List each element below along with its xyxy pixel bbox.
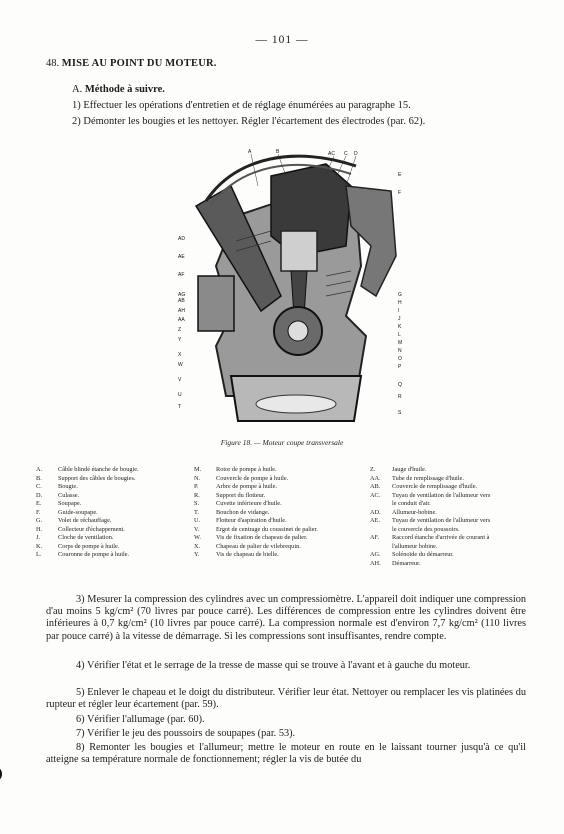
legend-key: AH. xyxy=(370,559,381,567)
legend-key: T. xyxy=(194,508,199,516)
legend-key: A. xyxy=(36,466,43,473)
legend-text: Volet de réchauffage. xyxy=(58,517,112,524)
legend-text: Démarreur. xyxy=(392,559,421,567)
svg-text:Z: Z xyxy=(178,327,182,333)
legend-key xyxy=(370,500,392,509)
legend-key: X. xyxy=(194,542,201,550)
svg-text:D: D xyxy=(354,151,358,157)
legend-item xyxy=(36,526,194,535)
svg-text:X: X xyxy=(178,352,182,358)
legend-item xyxy=(194,534,370,543)
step-2: 2) Démonter les bougies et les nettoyer. Régler l'écartement des électrodes (par. 62). xyxy=(72,116,426,127)
subsection-letter: A. xyxy=(72,84,83,95)
svg-text:U: U xyxy=(178,392,182,398)
legend-key: B. xyxy=(36,474,42,482)
legend-item xyxy=(370,534,536,543)
page-number: — 101 — xyxy=(255,34,309,46)
figure-caption: Figure 18. — Moteur coupe transversale xyxy=(220,438,344,447)
svg-text:R: R xyxy=(398,394,402,400)
legend-text: Couvercle de remplissage d'huile. xyxy=(392,483,478,490)
legend-key: J. xyxy=(36,534,41,541)
legend-key: AC. xyxy=(370,491,381,499)
svg-text:AH: AH xyxy=(178,308,185,314)
legend-item xyxy=(370,466,536,475)
legend-column-3 xyxy=(370,466,536,568)
legend-key: AF. xyxy=(370,534,380,541)
svg-text:AA: AA xyxy=(178,317,185,323)
legend-key: D. xyxy=(36,491,43,499)
legend-key: Y. xyxy=(194,551,200,558)
callouts-left xyxy=(178,236,185,410)
legend-item xyxy=(36,483,194,492)
legend-text: Collecteur d'échappement. xyxy=(58,525,125,533)
svg-text:E: E xyxy=(398,172,402,178)
legend-item xyxy=(370,526,536,535)
section-title: MISE AU POINT DU MOTEUR. xyxy=(61,58,217,69)
legend-key: P. xyxy=(194,483,199,490)
legend-item xyxy=(370,551,536,560)
paragraph-5: 5) Enlever le chapeau et le doigt du distributeur. Vérifier leur état. Nettoyer ou remplacer les vis platinées du rupteur et régler leur écartement (par. 59). xyxy=(46,687,526,711)
legend-item xyxy=(370,483,536,492)
svg-text:Q: Q xyxy=(398,382,402,388)
legend-text: Rotor de pompe à huile. xyxy=(216,466,277,473)
legend-item xyxy=(194,509,370,518)
legend-text: Raccord étanche d'arrivée de courant à xyxy=(392,534,490,541)
legend-item xyxy=(194,466,370,475)
legend-text: Tuyau de ventilation de l'allumeur vers xyxy=(392,517,491,524)
legend-item xyxy=(194,551,370,560)
legend-text: Bouchon de vidange. xyxy=(216,508,270,516)
legend-item xyxy=(36,492,194,501)
legend-key: M. xyxy=(194,466,202,473)
svg-text:AF: AF xyxy=(178,272,185,278)
legend-item xyxy=(36,534,194,543)
paragraph-8: 8) Remonter les bougies et l'allumeur; mettre le moteur en route en le laissant tourner jusqu'à ce qu'il atteigne sa température normale de fonctionnement; régler la vis de butée du xyxy=(46,742,526,766)
legend-item xyxy=(194,475,370,484)
section-number: 48. xyxy=(46,58,60,69)
section-heading xyxy=(46,58,217,69)
legend-item xyxy=(370,543,536,552)
legend-key: AB. xyxy=(370,483,381,490)
svg-text:W: W xyxy=(178,362,183,368)
legend-key: S. xyxy=(194,500,200,507)
svg-text:AG: AG xyxy=(178,292,186,298)
legend-item xyxy=(194,543,370,552)
legend-key: U. xyxy=(194,517,201,524)
legend-text: Flotteur d'aspiration d'huile. xyxy=(216,517,287,524)
legend-key: G. xyxy=(36,517,43,524)
legend-text: l'allumeur bobine. xyxy=(392,542,438,550)
svg-text:I: I xyxy=(398,308,400,314)
svg-text:H: H xyxy=(398,300,402,306)
svg-text:C: C xyxy=(344,151,348,157)
callouts-right xyxy=(398,172,402,416)
legend-item xyxy=(194,483,370,492)
legend-column-2 xyxy=(194,466,370,560)
legend-key: AG. xyxy=(370,551,381,558)
svg-text:K: K xyxy=(398,324,402,330)
svg-text:AD: AD xyxy=(178,236,185,242)
legend-key: R. xyxy=(194,491,200,499)
legend-key: AD. xyxy=(370,508,381,516)
svg-text:G: G xyxy=(398,292,402,298)
svg-text:N: N xyxy=(398,348,402,354)
legend-text: Jauge d'huile. xyxy=(392,466,427,473)
legend-text: Câble blindé étanche de bougie. xyxy=(58,466,139,473)
legend-key: E. xyxy=(36,500,42,507)
legend-text: Culasse. xyxy=(58,491,80,499)
legend-text: Tuyau de ventilation de l'allumeur vers xyxy=(392,491,491,499)
svg-text:AC: AC xyxy=(328,151,335,157)
legend-key: AA. xyxy=(370,474,381,482)
legend-key: V. xyxy=(194,525,200,533)
legend-text: Arbre de pompe à huile. xyxy=(216,483,278,490)
paragraph-4: 4) Vérifier l'état et le serrage de la tresse de masse qui se trouve à l'avant et à gauche du moteur. xyxy=(76,660,471,671)
svg-text:Y: Y xyxy=(178,337,182,343)
legend-text: Tube de remplissage d'huile. xyxy=(392,474,464,482)
legend-text: le couvercle des poussoirs. xyxy=(392,525,460,533)
legend-item xyxy=(370,475,536,484)
legend-text: Corps de pompe à huile. xyxy=(58,542,120,550)
svg-text:F: F xyxy=(398,190,402,196)
legend-key: C. xyxy=(36,483,42,490)
paragraph-7: 7) Vérifier le jeu des poussoirs de soupapes (par. 53). xyxy=(76,728,296,739)
legend-text: Soupape. xyxy=(58,500,82,507)
legend-item xyxy=(36,551,194,560)
legend-item xyxy=(36,517,194,526)
legend-text: Chapeau de palier de vilebrequin. xyxy=(216,542,301,550)
legend-text: Solénoïde du démarreur. xyxy=(392,551,454,558)
legend-item xyxy=(36,475,194,484)
legend-text: Support du flotteur. xyxy=(216,491,266,499)
legend-text: le conduit d'air. xyxy=(392,500,431,507)
subsection-title: Méthode à suivre. xyxy=(84,84,165,95)
legend-text: Couronne de pompe à huile. xyxy=(58,551,130,558)
legend-item xyxy=(194,517,370,526)
subsection-heading xyxy=(72,84,165,95)
legend-key: Z. xyxy=(370,466,376,473)
legend-item xyxy=(194,526,370,535)
svg-text:O: O xyxy=(398,356,402,362)
engine-illustration xyxy=(176,146,406,436)
legend-key xyxy=(370,543,392,552)
svg-text:P: P xyxy=(398,364,402,370)
svg-text:AB: AB xyxy=(178,298,185,304)
legend-item xyxy=(370,500,536,509)
legend-text: Support des câbles de bougies. xyxy=(58,474,136,482)
legend-text: Cloche de ventilation. xyxy=(58,534,114,541)
legend-item xyxy=(370,560,536,569)
legend-item xyxy=(36,500,194,509)
legend-key: W. xyxy=(194,534,201,541)
legend-text: Bougie. xyxy=(58,483,78,490)
legend-text: Cuvette inférieure d'huile. xyxy=(216,500,282,507)
svg-text:J: J xyxy=(398,316,401,322)
legend-key: AE. xyxy=(370,517,380,524)
engine-cross-section-figure xyxy=(176,146,406,436)
legend-key: K. xyxy=(36,542,43,550)
svg-text:M: M xyxy=(398,340,403,346)
legend-item xyxy=(36,509,194,518)
legend-text: Vis de fixation de chapeau de palier. xyxy=(216,534,308,541)
svg-text:AE: AE xyxy=(178,254,185,260)
svg-text:L: L xyxy=(398,332,401,338)
legend-text: Vis de chapeau de bielle. xyxy=(216,551,279,558)
legend-key: H. xyxy=(36,525,43,533)
step-1: 1) Effectuer les opérations d'entretien et de réglage énumérées au paragraphe 15. xyxy=(72,100,411,111)
paragraph-3: 3) Mesurer la compression des cylindres avec un compressiomètre. L'appareil doit indiquer une compression d'au moins 5 kg/cm² (70 livres par pouce carré). Les différences de compression entre les cylindres doivent être inférieures à 0,7 kg/cm² (10 livres par pouce carré). La compression normale est d'environ 7,7 kg/cm² (110 livres par pouce carré) à la vitesse de démarrage. Si les compressions sont insuffisantes, rendre compte. xyxy=(46,594,526,642)
legend-text: Guide-soupape. xyxy=(58,508,98,516)
legend-key: F. xyxy=(36,508,41,516)
legend-item xyxy=(194,492,370,501)
legend-item xyxy=(36,543,194,552)
legend-key: N. xyxy=(194,474,201,482)
legend-text: Allumeur-bobine. xyxy=(392,508,437,516)
legend-item xyxy=(36,466,194,475)
svg-text:V: V xyxy=(178,377,182,383)
svg-text:B: B xyxy=(276,149,280,155)
callout-top: A xyxy=(248,149,252,155)
legend-item xyxy=(370,509,536,518)
svg-text:T: T xyxy=(178,404,182,410)
legend-text: Couvercle de pompe à huile. xyxy=(216,474,289,482)
legend-item xyxy=(194,500,370,509)
page-edge-mark xyxy=(0,766,2,782)
paragraph-6: 6) Vérifier l'allumage (par. 60). xyxy=(76,714,205,725)
legend-column-1 xyxy=(36,466,194,560)
legend-key xyxy=(370,526,392,535)
legend-text: Ergot de centrage du coussinet de palier. xyxy=(216,525,318,533)
svg-text:S: S xyxy=(398,410,402,416)
legend-item xyxy=(370,517,536,526)
legend-item xyxy=(370,492,536,501)
legend-key: L. xyxy=(36,551,42,558)
